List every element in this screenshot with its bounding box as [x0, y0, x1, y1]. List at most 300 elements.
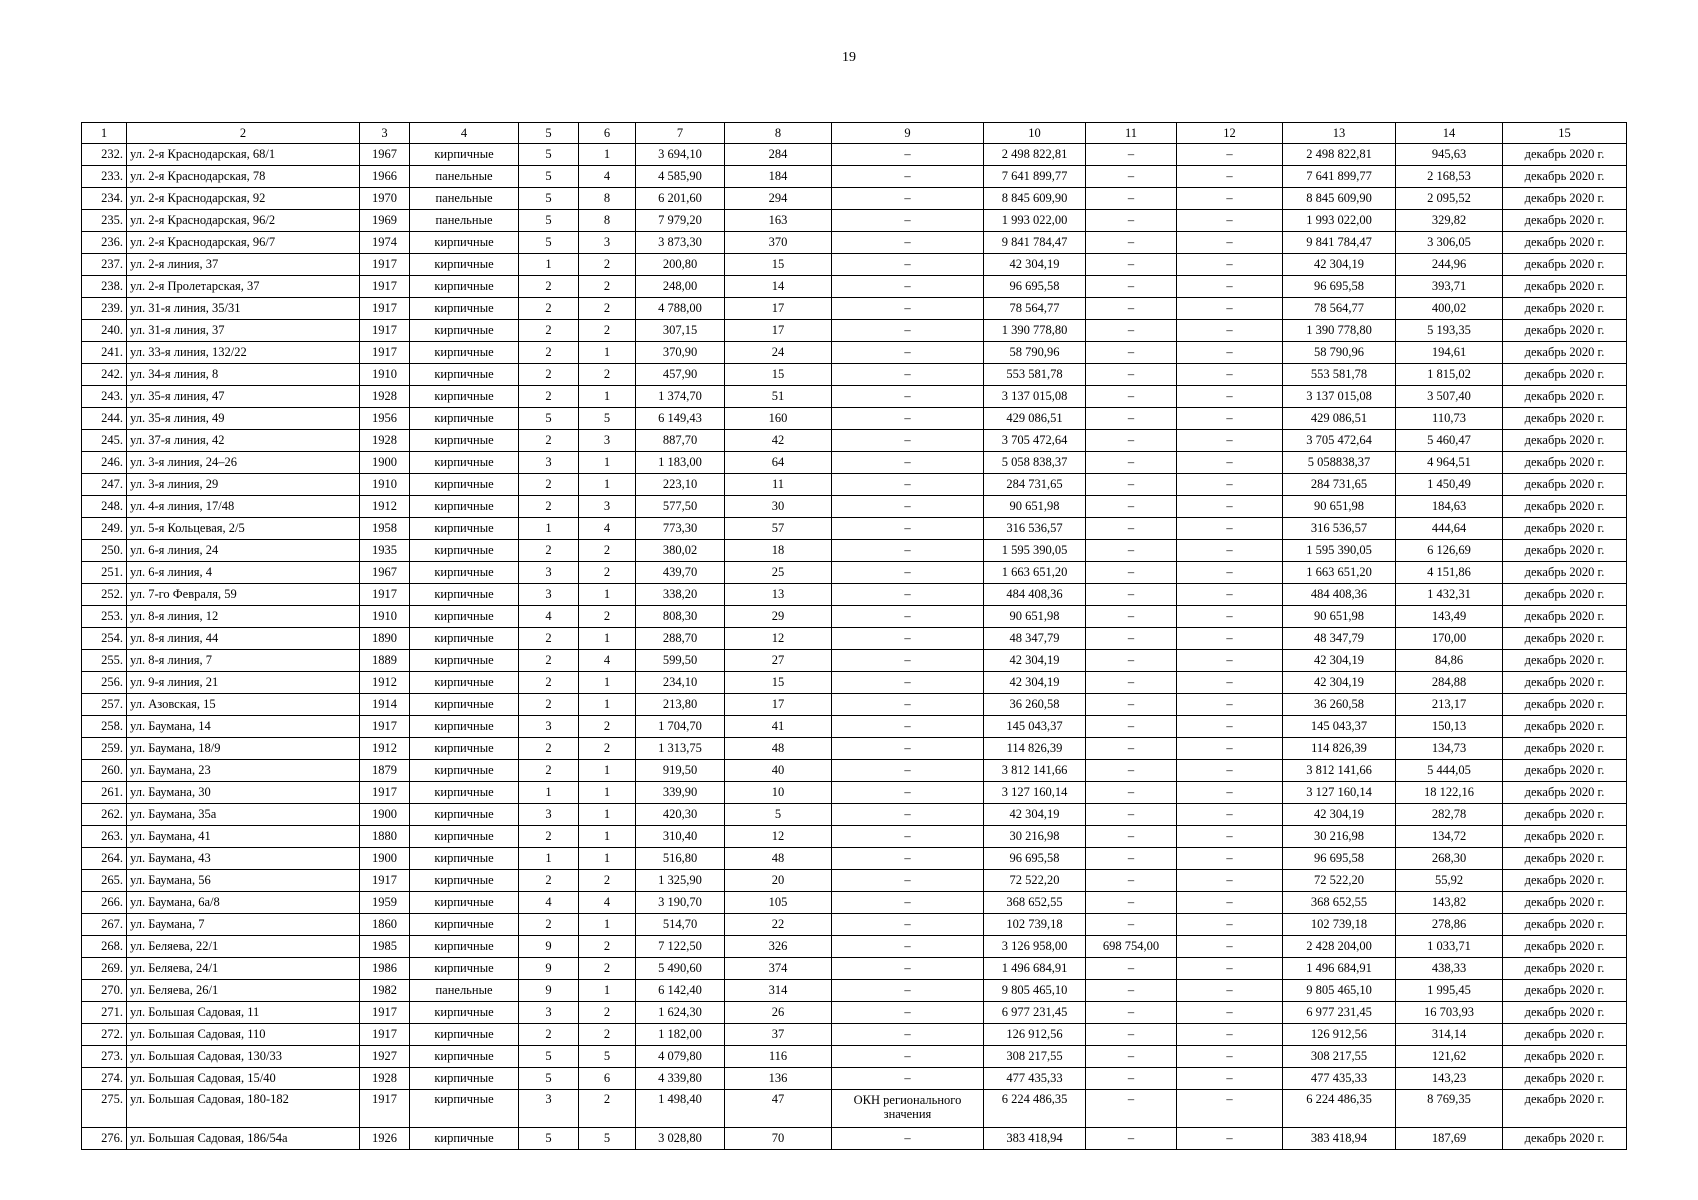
table-cell-col-14: 5 444,05 — [1396, 760, 1503, 782]
table-cell-col-9: – — [832, 166, 984, 188]
table-row — [82, 1002, 1627, 1024]
table-row — [82, 760, 1627, 782]
table-cell-col-2: ул. 31-я линия, 35/31 — [127, 298, 360, 320]
table-cell-col-2: ул. 8-я линия, 7 — [127, 650, 360, 672]
table-cell-col-14: 8 769,35 — [1396, 1090, 1503, 1128]
housing-register-table — [81, 122, 1627, 1150]
table-cell-col-13: 429 086,51 — [1283, 408, 1396, 430]
table-cell-col-15: декабрь 2020 г. — [1503, 254, 1627, 276]
column-header-14: 14 — [1396, 123, 1503, 144]
table-cell-col-1: 233. — [82, 166, 127, 188]
table-cell-col-12: – — [1177, 584, 1283, 606]
table-cell-col-13: 1 390 778,80 — [1283, 320, 1396, 342]
table-cell-col-10: 72 522,20 — [984, 870, 1086, 892]
table-cell-col-3: 1956 — [360, 408, 410, 430]
table-cell-col-11: – — [1086, 584, 1177, 606]
table-cell-col-5: 4 — [519, 892, 579, 914]
table-cell-col-4: кирпичные — [410, 430, 519, 452]
table-cell-col-4: кирпичные — [410, 298, 519, 320]
table-cell-col-11: – — [1086, 364, 1177, 386]
table-cell-col-13: 316 536,57 — [1283, 518, 1396, 540]
table-cell-col-10: 6 224 486,35 — [984, 1090, 1086, 1128]
table-cell-col-6: 1 — [579, 826, 636, 848]
table-cell-col-9: ОКН регионального значения — [832, 1090, 984, 1128]
table-cell-col-5: 2 — [519, 320, 579, 342]
table-cell-col-3: 1917 — [360, 276, 410, 298]
table-cell-col-14: 1 033,71 — [1396, 936, 1503, 958]
table-cell-col-15: декабрь 2020 г. — [1503, 1128, 1627, 1150]
table-cell-col-12: – — [1177, 936, 1283, 958]
table-cell-col-10: 1 496 684,91 — [984, 958, 1086, 980]
table-cell-col-12: – — [1177, 386, 1283, 408]
table-cell-col-1: 273. — [82, 1046, 127, 1068]
table-cell-col-5: 5 — [519, 166, 579, 188]
table-cell-col-7: 6 142,40 — [636, 980, 725, 1002]
table-cell-col-9: – — [832, 144, 984, 166]
table-cell-col-2: ул. 2-я Краснодарская, 96/2 — [127, 210, 360, 232]
table-cell-col-1: 248. — [82, 496, 127, 518]
table-cell-col-15: декабрь 2020 г. — [1503, 1068, 1627, 1090]
table-cell-col-14: 150,13 — [1396, 716, 1503, 738]
header-row — [82, 123, 1627, 144]
table-cell-col-14: 400,02 — [1396, 298, 1503, 320]
table-cell-col-12: – — [1177, 782, 1283, 804]
table-cell-col-15: декабрь 2020 г. — [1503, 166, 1627, 188]
table-cell-col-11: – — [1086, 826, 1177, 848]
table-cell-col-7: 1 183,00 — [636, 452, 725, 474]
table-cell-col-9: – — [832, 672, 984, 694]
table-cell-col-14: 110,73 — [1396, 408, 1503, 430]
table-cell-col-7: 4 788,00 — [636, 298, 725, 320]
table-cell-col-11: – — [1086, 496, 1177, 518]
table-cell-col-3: 1917 — [360, 1024, 410, 1046]
table-cell-col-1: 266. — [82, 892, 127, 914]
table-cell-col-10: 553 581,78 — [984, 364, 1086, 386]
table-cell-col-12: – — [1177, 804, 1283, 826]
table-cell-col-1: 252. — [82, 584, 127, 606]
table-cell-col-4: кирпичные — [410, 804, 519, 826]
table-cell-col-7: 3 190,70 — [636, 892, 725, 914]
table-cell-col-3: 1912 — [360, 672, 410, 694]
table-row — [82, 1068, 1627, 1090]
table-cell-col-3: 1986 — [360, 958, 410, 980]
table-cell-col-6: 1 — [579, 628, 636, 650]
column-header-12: 12 — [1177, 123, 1283, 144]
table-cell-col-14: 84,86 — [1396, 650, 1503, 672]
table-cell-col-10: 429 086,51 — [984, 408, 1086, 430]
table-cell-col-13: 126 912,56 — [1283, 1024, 1396, 1046]
table-cell-col-1: 243. — [82, 386, 127, 408]
table-cell-col-10: 6 977 231,45 — [984, 1002, 1086, 1024]
table-cell-col-10: 48 347,79 — [984, 628, 1086, 650]
table-cell-col-5: 2 — [519, 672, 579, 694]
table-cell-col-2: ул. 37-я линия, 42 — [127, 430, 360, 452]
table-cell-col-3: 1890 — [360, 628, 410, 650]
table-cell-col-15: декабрь 2020 г. — [1503, 760, 1627, 782]
table-cell-col-15: декабрь 2020 г. — [1503, 694, 1627, 716]
table-cell-col-6: 2 — [579, 936, 636, 958]
table-cell-col-1: 239. — [82, 298, 127, 320]
table-cell-col-9: – — [832, 980, 984, 1002]
table-cell-col-14: 1 815,02 — [1396, 364, 1503, 386]
table-cell-col-3: 1959 — [360, 892, 410, 914]
table-cell-col-15: декабрь 2020 г. — [1503, 650, 1627, 672]
table-cell-col-5: 2 — [519, 276, 579, 298]
table-cell-col-13: 48 347,79 — [1283, 628, 1396, 650]
table-cell-col-6: 2 — [579, 738, 636, 760]
table-cell-col-9: – — [832, 958, 984, 980]
table-cell-col-13: 284 731,65 — [1283, 474, 1396, 496]
table-cell-col-6: 3 — [579, 232, 636, 254]
table-cell-col-3: 1917 — [360, 342, 410, 364]
table-cell-col-13: 383 418,94 — [1283, 1128, 1396, 1150]
table-cell-col-14: 134,72 — [1396, 826, 1503, 848]
table-cell-col-8: 25 — [725, 562, 832, 584]
table-cell-col-7: 514,70 — [636, 914, 725, 936]
table-cell-col-13: 1 663 651,20 — [1283, 562, 1396, 584]
table-cell-col-3: 1928 — [360, 430, 410, 452]
table-cell-col-6: 1 — [579, 804, 636, 826]
table-cell-col-3: 1917 — [360, 298, 410, 320]
table-cell-col-9: – — [832, 496, 984, 518]
table-cell-col-1: 245. — [82, 430, 127, 452]
table-cell-col-14: 187,69 — [1396, 1128, 1503, 1150]
table-cell-col-11: – — [1086, 650, 1177, 672]
table-cell-col-9: – — [832, 408, 984, 430]
table-cell-col-13: 6 977 231,45 — [1283, 1002, 1396, 1024]
table-cell-col-6: 2 — [579, 562, 636, 584]
table-cell-col-11: – — [1086, 628, 1177, 650]
table-cell-col-9: – — [832, 1128, 984, 1150]
table-cell-col-12: – — [1177, 606, 1283, 628]
table-cell-col-11: – — [1086, 848, 1177, 870]
table-cell-col-2: ул. Большая Садовая, 110 — [127, 1024, 360, 1046]
table-cell-col-1: 270. — [82, 980, 127, 1002]
table-cell-col-2: ул. Большая Садовая, 130/33 — [127, 1046, 360, 1068]
table-cell-col-2: ул. 2-я Краснодарская, 92 — [127, 188, 360, 210]
table-cell-col-12: – — [1177, 826, 1283, 848]
table-cell-col-7: 4 339,80 — [636, 1068, 725, 1090]
table-cell-col-8: 160 — [725, 408, 832, 430]
table-cell-col-14: 268,30 — [1396, 848, 1503, 870]
table-cell-col-11: – — [1086, 672, 1177, 694]
table-cell-col-6: 3 — [579, 430, 636, 452]
table-cell-col-4: кирпичные — [410, 672, 519, 694]
table-cell-col-4: кирпичные — [410, 1068, 519, 1090]
table-cell-col-13: 114 826,39 — [1283, 738, 1396, 760]
table-cell-col-14: 184,63 — [1396, 496, 1503, 518]
table-cell-col-3: 1889 — [360, 650, 410, 672]
column-header-6: 6 — [579, 123, 636, 144]
table-cell-col-4: кирпичные — [410, 914, 519, 936]
table-cell-col-2: ул. Баумана, 7 — [127, 914, 360, 936]
table-cell-col-5: 3 — [519, 1002, 579, 1024]
table-cell-col-15: декабрь 2020 г. — [1503, 298, 1627, 320]
table-cell-col-13: 6 224 486,35 — [1283, 1090, 1396, 1128]
table-cell-col-11: – — [1086, 518, 1177, 540]
table-cell-col-1: 269. — [82, 958, 127, 980]
table-cell-col-1: 263. — [82, 826, 127, 848]
table-cell-col-4: кирпичные — [410, 606, 519, 628]
table-cell-col-3: 1967 — [360, 562, 410, 584]
table-cell-col-13: 7 641 899,77 — [1283, 166, 1396, 188]
table-cell-col-3: 1917 — [360, 1002, 410, 1024]
table-cell-col-15: декабрь 2020 г. — [1503, 936, 1627, 958]
table-cell-col-11: – — [1086, 188, 1177, 210]
table-cell-col-9: – — [832, 342, 984, 364]
table-cell-col-13: 96 695,58 — [1283, 276, 1396, 298]
table-cell-col-15: декабрь 2020 г. — [1503, 188, 1627, 210]
table-cell-col-8: 12 — [725, 826, 832, 848]
table-cell-col-10: 1 663 651,20 — [984, 562, 1086, 584]
table-row — [82, 804, 1627, 826]
table-cell-col-4: кирпичные — [410, 1128, 519, 1150]
table-cell-col-8: 314 — [725, 980, 832, 1002]
table-cell-col-15: декабрь 2020 г. — [1503, 496, 1627, 518]
table-cell-col-10: 5 058 838,37 — [984, 452, 1086, 474]
table-cell-col-6: 1 — [579, 474, 636, 496]
table-row — [82, 716, 1627, 738]
table-cell-col-13: 42 304,19 — [1283, 254, 1396, 276]
table-row — [82, 386, 1627, 408]
table-cell-col-14: 2 168,53 — [1396, 166, 1503, 188]
table-cell-col-14: 16 703,93 — [1396, 1002, 1503, 1024]
table-cell-col-4: кирпичные — [410, 232, 519, 254]
table-cell-col-13: 58 790,96 — [1283, 342, 1396, 364]
table-cell-col-11: – — [1086, 804, 1177, 826]
table-cell-col-2: ул. 6-я линия, 4 — [127, 562, 360, 584]
table-cell-col-9: – — [832, 298, 984, 320]
table-row — [82, 870, 1627, 892]
table-cell-col-13: 96 695,58 — [1283, 848, 1396, 870]
table-cell-col-9: – — [832, 1002, 984, 1024]
table-cell-col-5: 5 — [519, 1068, 579, 1090]
table-cell-col-13: 2 428 204,00 — [1283, 936, 1396, 958]
table-cell-col-11: – — [1086, 276, 1177, 298]
table-cell-col-5: 3 — [519, 1090, 579, 1128]
table-cell-col-6: 2 — [579, 298, 636, 320]
column-header-11: 11 — [1086, 123, 1177, 144]
table-cell-col-5: 2 — [519, 628, 579, 650]
table-cell-col-6: 2 — [579, 1024, 636, 1046]
table-cell-col-7: 5 490,60 — [636, 958, 725, 980]
table-cell-col-5: 2 — [519, 826, 579, 848]
table-cell-col-8: 18 — [725, 540, 832, 562]
table-cell-col-15: декабрь 2020 г. — [1503, 518, 1627, 540]
table-cell-col-11: – — [1086, 232, 1177, 254]
table-cell-col-2: ул. 34-я линия, 8 — [127, 364, 360, 386]
table-row — [82, 408, 1627, 430]
table-cell-col-4: кирпичные — [410, 320, 519, 342]
table-cell-col-8: 29 — [725, 606, 832, 628]
table-cell-col-9: – — [832, 320, 984, 342]
table-cell-col-1: 249. — [82, 518, 127, 540]
table-cell-col-1: 267. — [82, 914, 127, 936]
table-cell-col-13: 5 058838,37 — [1283, 452, 1396, 474]
table-cell-col-9: – — [832, 826, 984, 848]
table-cell-col-8: 12 — [725, 628, 832, 650]
table-cell-col-2: ул. Большая Садовая, 180-182 — [127, 1090, 360, 1128]
table-row — [82, 672, 1627, 694]
table-cell-col-13: 1 595 390,05 — [1283, 540, 1396, 562]
table-cell-col-1: 241. — [82, 342, 127, 364]
table-row — [82, 914, 1627, 936]
table-cell-col-10: 3 705 472,64 — [984, 430, 1086, 452]
table-cell-col-14: 278,86 — [1396, 914, 1503, 936]
table-cell-col-14: 3 507,40 — [1396, 386, 1503, 408]
table-cell-col-12: – — [1177, 848, 1283, 870]
table-cell-col-6: 1 — [579, 386, 636, 408]
table-cell-col-12: – — [1177, 1068, 1283, 1090]
table-cell-col-12: – — [1177, 166, 1283, 188]
table-cell-col-14: 170,00 — [1396, 628, 1503, 650]
table-cell-col-7: 808,30 — [636, 606, 725, 628]
table-cell-col-3: 1910 — [360, 606, 410, 628]
table-cell-col-10: 8 845 609,90 — [984, 188, 1086, 210]
table-cell-col-15: декабрь 2020 г. — [1503, 804, 1627, 826]
table-cell-col-6: 2 — [579, 540, 636, 562]
table-cell-col-7: 338,20 — [636, 584, 725, 606]
table-cell-col-3: 1917 — [360, 1090, 410, 1128]
table-cell-col-9: – — [832, 848, 984, 870]
table-cell-col-12: – — [1177, 628, 1283, 650]
table-cell-col-1: 257. — [82, 694, 127, 716]
table-cell-col-5: 5 — [519, 1046, 579, 1068]
table-cell-col-15: декабрь 2020 г. — [1503, 848, 1627, 870]
table-cell-col-14: 1 450,49 — [1396, 474, 1503, 496]
table-cell-col-3: 1917 — [360, 716, 410, 738]
table-cell-col-15: декабрь 2020 г. — [1503, 980, 1627, 1002]
table-row — [82, 694, 1627, 716]
table-cell-col-11: – — [1086, 386, 1177, 408]
table-cell-col-5: 2 — [519, 738, 579, 760]
table-cell-col-14: 2 095,52 — [1396, 188, 1503, 210]
table-row — [82, 980, 1627, 1002]
table-cell-col-1: 250. — [82, 540, 127, 562]
table-cell-col-12: – — [1177, 760, 1283, 782]
table-cell-col-9: – — [832, 364, 984, 386]
table-cell-col-8: 184 — [725, 166, 832, 188]
table-cell-col-15: декабрь 2020 г. — [1503, 144, 1627, 166]
table-cell-col-15: декабрь 2020 г. — [1503, 782, 1627, 804]
table-cell-col-7: 4 585,90 — [636, 166, 725, 188]
table-cell-col-7: 7 979,20 — [636, 210, 725, 232]
table-cell-col-10: 58 790,96 — [984, 342, 1086, 364]
table-cell-col-9: – — [832, 870, 984, 892]
table-cell-col-8: 22 — [725, 914, 832, 936]
table-cell-col-4: кирпичные — [410, 628, 519, 650]
table-cell-col-15: декабрь 2020 г. — [1503, 364, 1627, 386]
table-cell-col-7: 516,80 — [636, 848, 725, 870]
table-cell-col-1: 236. — [82, 232, 127, 254]
column-header-8: 8 — [725, 123, 832, 144]
column-header-4: 4 — [410, 123, 519, 144]
table-cell-col-2: ул. 6-я линия, 24 — [127, 540, 360, 562]
table-cell-col-15: декабрь 2020 г. — [1503, 1024, 1627, 1046]
table-cell-col-15: декабрь 2020 г. — [1503, 276, 1627, 298]
table-cell-col-5: 2 — [519, 1024, 579, 1046]
table-cell-col-12: – — [1177, 650, 1283, 672]
table-cell-col-3: 1967 — [360, 144, 410, 166]
table-cell-col-2: ул. 8-я линия, 44 — [127, 628, 360, 650]
table-cell-col-13: 3 812 141,66 — [1283, 760, 1396, 782]
table-cell-col-12: – — [1177, 364, 1283, 386]
table-cell-col-10: 2 498 822,81 — [984, 144, 1086, 166]
table-cell-col-4: кирпичные — [410, 848, 519, 870]
table-cell-col-2: ул. Баумана, 56 — [127, 870, 360, 892]
table-cell-col-8: 15 — [725, 254, 832, 276]
table-cell-col-3: 1969 — [360, 210, 410, 232]
page-number: 19 — [842, 50, 856, 65]
table-cell-col-15: декабрь 2020 г. — [1503, 672, 1627, 694]
table-cell-col-3: 1917 — [360, 782, 410, 804]
table-cell-col-3: 1958 — [360, 518, 410, 540]
table-cell-col-13: 30 216,98 — [1283, 826, 1396, 848]
table-cell-col-5: 5 — [519, 408, 579, 430]
table-cell-col-11: – — [1086, 166, 1177, 188]
table-row — [82, 1046, 1627, 1068]
table-cell-col-10: 3 126 958,00 — [984, 936, 1086, 958]
table-cell-col-10: 477 435,33 — [984, 1068, 1086, 1090]
table-cell-col-8: 48 — [725, 738, 832, 760]
table-cell-col-13: 90 651,98 — [1283, 606, 1396, 628]
table-cell-col-15: декабрь 2020 г. — [1503, 540, 1627, 562]
table-cell-col-9: – — [832, 276, 984, 298]
table-cell-col-4: кирпичные — [410, 386, 519, 408]
table-cell-col-11: – — [1086, 540, 1177, 562]
table-cell-col-10: 316 536,57 — [984, 518, 1086, 540]
table-cell-col-3: 1910 — [360, 364, 410, 386]
table-cell-col-10: 1 390 778,80 — [984, 320, 1086, 342]
table-row — [82, 562, 1627, 584]
table-cell-col-4: кирпичные — [410, 716, 519, 738]
table-cell-col-10: 9 805 465,10 — [984, 980, 1086, 1002]
table-cell-col-9: – — [832, 518, 984, 540]
table-cell-col-6: 1 — [579, 914, 636, 936]
table-cell-col-2: ул. Баумана, 23 — [127, 760, 360, 782]
table-cell-col-2: ул. 9-я линия, 21 — [127, 672, 360, 694]
table-cell-col-3: 1900 — [360, 452, 410, 474]
table-cell-col-1: 235. — [82, 210, 127, 232]
table-cell-col-14: 5 193,35 — [1396, 320, 1503, 342]
table-cell-col-9: – — [832, 562, 984, 584]
table-cell-col-2: ул. 2-я Краснодарская, 96/7 — [127, 232, 360, 254]
table-cell-col-2: ул. Большая Садовая, 15/40 — [127, 1068, 360, 1090]
table-cell-col-5: 2 — [519, 540, 579, 562]
table-cell-col-3: 1860 — [360, 914, 410, 936]
table-cell-col-8: 14 — [725, 276, 832, 298]
table-row — [82, 276, 1627, 298]
table-cell-col-14: 143,49 — [1396, 606, 1503, 628]
table-cell-col-5: 9 — [519, 958, 579, 980]
table-cell-col-2: ул. Баумана, 18/9 — [127, 738, 360, 760]
table-cell-col-10: 114 826,39 — [984, 738, 1086, 760]
table-cell-col-1: 256. — [82, 672, 127, 694]
table-cell-col-9: – — [832, 760, 984, 782]
table-cell-col-6: 5 — [579, 1046, 636, 1068]
table-cell-col-7: 223,10 — [636, 474, 725, 496]
table-cell-col-1: 238. — [82, 276, 127, 298]
table-cell-col-13: 8 845 609,90 — [1283, 188, 1396, 210]
table-cell-col-10: 90 651,98 — [984, 496, 1086, 518]
table-cell-col-8: 370 — [725, 232, 832, 254]
table-cell-col-5: 2 — [519, 870, 579, 892]
table-cell-col-13: 3 127 160,14 — [1283, 782, 1396, 804]
table-cell-col-6: 1 — [579, 452, 636, 474]
table-cell-col-7: 1 374,70 — [636, 386, 725, 408]
table-cell-col-8: 116 — [725, 1046, 832, 1068]
table-cell-col-6: 2 — [579, 1090, 636, 1128]
